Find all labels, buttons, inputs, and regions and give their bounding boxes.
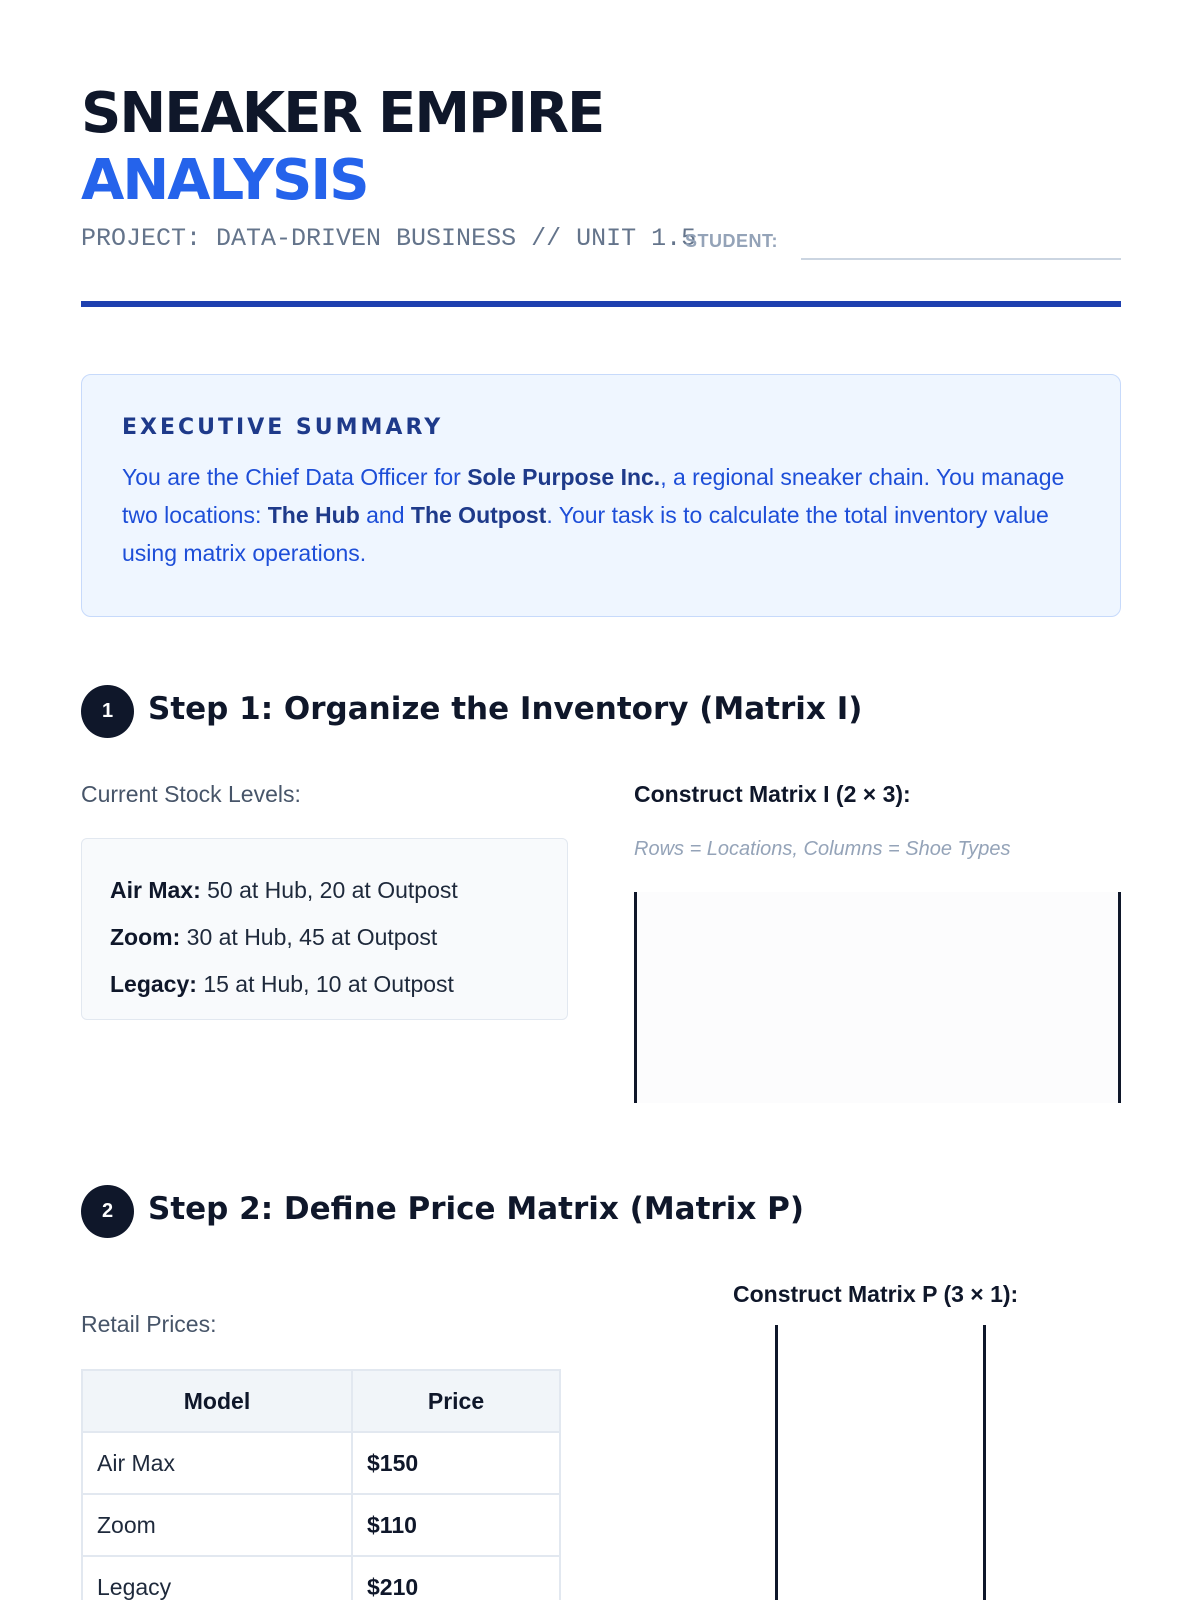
student-label: STUDENT: — [685, 231, 778, 251]
column-header-model: Model — [82, 1370, 352, 1432]
table-row — [82, 1432, 560, 1494]
header-divider — [81, 301, 1121, 307]
matrix-i-answer-area[interactable] — [634, 892, 1121, 1103]
location-outpost: The Outpost — [410, 502, 547, 528]
retail-prices-label: Retail Prices: — [81, 1311, 217, 1337]
price-cell: $150 — [352, 1432, 560, 1494]
executive-summary-heading: EXECUTIVE SUMMARY — [122, 415, 444, 440]
price-cell: $210 — [352, 1556, 560, 1600]
page-title-line1: SNEAKER EMPIRE — [81, 81, 604, 146]
model-cell: Air Max — [82, 1432, 352, 1494]
stock-item-zoom: Zoom: 30 at Hub, 45 at Outpost — [110, 924, 438, 950]
matrix-i-note: Rows = Locations, Columns = Shoe Types — [634, 838, 1011, 860]
stock-levels-box — [81, 838, 568, 1020]
matrix-i-heading: Construct Matrix I (2 × 3): — [634, 781, 911, 807]
student-name-field[interactable] — [801, 258, 1121, 260]
step-1-badge: 1 — [81, 685, 134, 738]
stock-item-legacy: Legacy: 15 at Hub, 10 at Outpost — [110, 971, 454, 997]
model-cell: Zoom — [82, 1494, 352, 1556]
company-name: Sole Purpose Inc. — [467, 464, 661, 490]
step-1-title: Step 1: Organize the Inventory (Matrix I) — [148, 691, 863, 727]
step-2-badge: 2 — [81, 1185, 134, 1238]
model-cell: Legacy — [82, 1556, 352, 1600]
step-2-title: Step 2: Define Price Matrix (Matrix P) — [148, 1191, 804, 1227]
price-table — [81, 1369, 561, 1600]
matrix-p-heading: Construct Matrix P (3 × 1): — [733, 1281, 1019, 1307]
table-header-row — [82, 1370, 560, 1432]
executive-summary-text: You are the Chief Data Officer for Sole Purpose Inc., a regional sneaker chain. You manage two locations: The Hub and The Outpost. Your task is to calculate the total inventory value using matrix operations. — [122, 464, 1065, 566]
stock-levels-label: Current Stock Levels: — [81, 781, 301, 807]
location-hub: The Hub — [267, 502, 360, 528]
column-header-price: Price — [352, 1370, 560, 1432]
stock-item-air-max: Air Max: 50 at Hub, 20 at Outpost — [110, 877, 458, 903]
matrix-p-answer-area[interactable] — [775, 1325, 986, 1600]
price-cell: $110 — [352, 1494, 560, 1556]
table-row — [82, 1556, 560, 1600]
executive-summary-box — [81, 374, 1121, 617]
page-title-line2: ANALYSIS — [81, 148, 368, 213]
project-label: PROJECT: DATA-DRIVEN BUSINESS // UNIT 1.5 — [81, 224, 697, 253]
table-row — [82, 1494, 560, 1556]
